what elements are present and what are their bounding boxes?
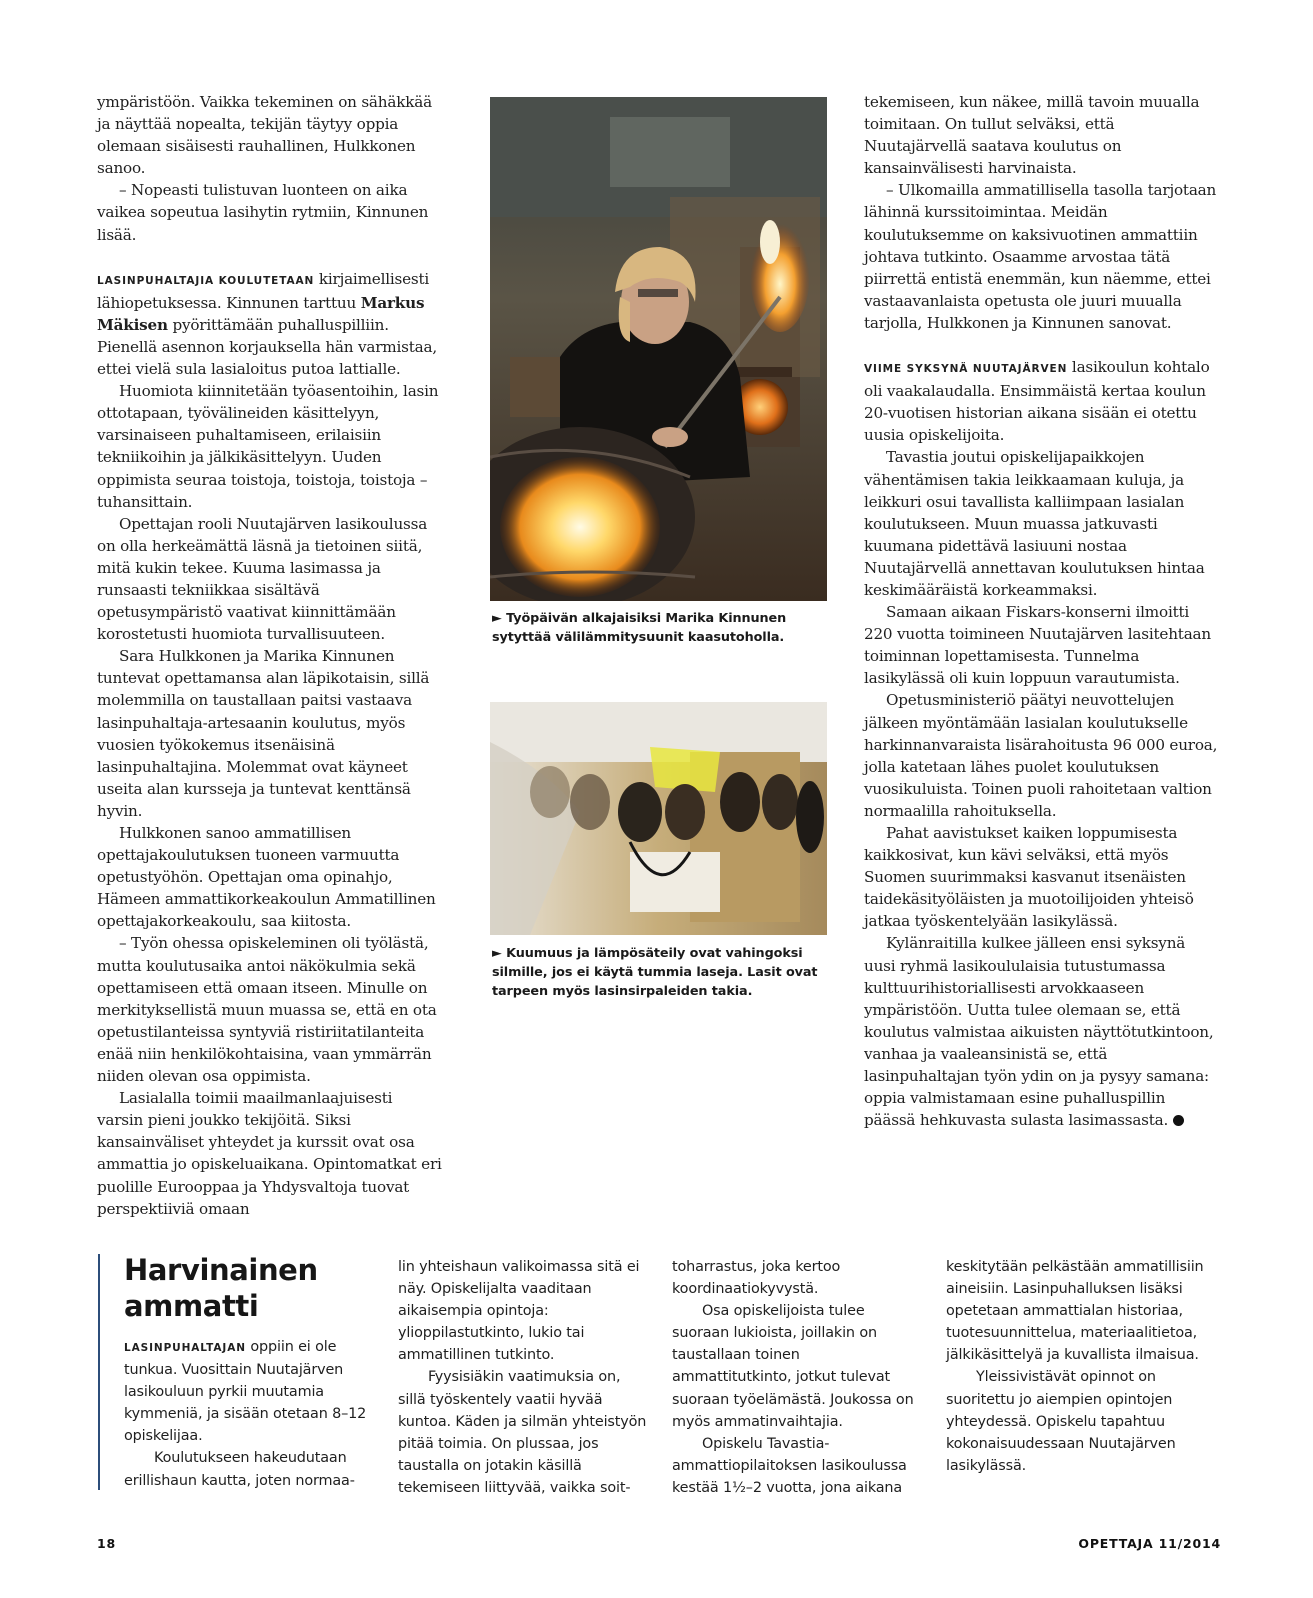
paragraph-text: lasikoulun kohtalo oli vaakalaudalla. Ensimmäistä kertaa koulun 20-vuotisen historian aikana sisään ei otettu uusia opiskelijoita. — [864, 358, 1210, 445]
paragraph-text: pyörittämään puhalluspilliin. Pienellä asennon korjauksella hän varmistaa, ettei vielä sula lasialoitus putoa lattialle. — [97, 315, 437, 379]
section-paragraph — [97, 268, 443, 380]
paragraph — [124, 1336, 374, 1447]
paragraph: Osa opiskelijoista tulee suoraan lukioista, joillakin on taustallaan toinen ammattitutkinto, jotkut tulevat suoraan työelämästä. Joukossa on myös ammatinvaihtajia. — [672, 1303, 914, 1430]
article-column-1 — [97, 91, 443, 1220]
paragraph-final — [864, 932, 1218, 1131]
paragraph: Huomiota kiinnitetään työasentoihin, lasin ottotapaan, työvälineiden käsittelyyn, varsinaiseen puhaltamiseen, erilaisiin tekniikoihin ja jälkikäsittelyyn. Uuden oppimista seuraa toistoja, toistoja, toistoja – tuhansittain. — [97, 382, 439, 511]
paragraph: ympäristöön. Vaikka tekeminen on sähäkkää ja näyttää nopealta, tekijän täytyy oppia olemaan sisäisesti rauhallinen, Hulkkonen sanoo. — [97, 93, 432, 178]
fact-box-column-1 — [124, 1336, 374, 1492]
fact-box-column-2 — [398, 1256, 648, 1499]
paragraph: Samaan aikaan Fiskars-konserni ilmoitti 220 vuotta toimineen Nuutajärven lasitehtaan toiminnan lopettamisesta. Tunnelma lasikylässä oli kuin loppuun varautumista. — [864, 603, 1211, 688]
person-name: Markus Mäkisen — [97, 293, 425, 334]
paragraph: Lasialalla toimii maailmanlaajuisesti varsin pieni joukko tekijöitä. Siksi kansainväliset yhteydet ja kurssit ovat osa ammattia jo opiskeluaikana. Opintomatkat eri puolille Eurooppaa ja Yhdysvaltoja tuovat perspektiiviä omaan — [97, 1089, 442, 1218]
photo-teacher-lighting-furnace — [490, 97, 827, 601]
photo-caption-2: ► Kuumuus ja lämpösäteily ovat vahingoksi silmille, jos ei käytä tummia laseja. Lasit ovat tarpeen myös lasinsirpaleiden takia. — [492, 946, 818, 999]
paragraph: Opetusministeriö päätyi neuvottelujen jälkeen myöntämään lasialan koulutukselle harkinnanvaraista lisärahoitusta 96 000 euroa, jolla katetaan lähes puolet koulutuksen vuosikuluista. Toinen puoli rahoitetaan valtion normaalilla rahoituksella. — [864, 691, 1218, 820]
paragraph-text: kirjaimellisesti lähiopetuksessa. Kinnunen tarttuu — [97, 269, 430, 312]
photo-teacher-image — [490, 97, 827, 601]
paragraph: lin yhteishaun valikoimassa sitä ei näy. Opiskelijalta vaaditaan aikaisempia opintoja: ylioppilastutkinto, lukio tai ammatillinen tutkinto. — [398, 1259, 640, 1364]
paragraph: Opiskelu Tavastia-ammattiopilaitoksen lasikoulussa kestää 1½–2 vuotta, jona aikana — [672, 1435, 907, 1496]
photo-safety-glasses — [490, 702, 827, 935]
paragraph: Sara Hulkkonen ja Marika Kinnunen tuntevat opettamansa alan läpikotaisin, sillä molemmilla on taustallaan paitsi vastaava lasinpuhaltaja-artesaanin koulutus, myös vuosien työkokemus itsenäisinä lasinpuhaltajina. Molemmat ovat käyneet useita alan kursseja ja tuntevat kenttänsä hyvin. — [97, 647, 430, 820]
paragraph: Fyysisiäkin vaatimuksia on, sillä työskentely vaatii hyvää kuntoa. Käden ja silmän yhteistyön pitää toimia. On plussaa, jos taustalla on jotakin käsillä tekemiseen liittyvää, vaikka soit- — [398, 1369, 647, 1496]
fact-box-column-4 — [946, 1256, 1206, 1477]
fact-box-rule — [98, 1254, 100, 1490]
paragraph: toharrastus, joka kertoo koordinaatiokyvystä. — [672, 1259, 841, 1298]
magazine-issue: OPETTAJA 11/2014 — [1078, 1536, 1221, 1551]
paragraph: Tavastia joutui opiskelijapaikkojen vähentämisen takia leikkaamaan kuluja, ja leikkuri osui tavallista kalliimpaan lasialan koulutukseen. Muun muassa jatkuvasti kuumana pidettävä lasiuuni nostaa Nuutajärvellä annettavan koulutuksen hintaa keskimääräistä korkeammaksi. — [864, 448, 1205, 599]
section-lead: VIIME SYKSYNÄ NUUTAJÄRVEN — [864, 363, 1068, 376]
article-column-3 — [864, 91, 1218, 1131]
photo-glasses-image — [490, 702, 827, 935]
paragraph: Opettajan rooli Nuutajärven lasikoulussa on olla herkeämättä läsnä ja tietoinen siitä, mitä kukin tekee. Kuuma lasimassa ja runsaasti tekniikkaa sisältävä opetusympäristö vaativat kiinnittämään korostetusti huomiota turvallisuuteen. — [97, 514, 428, 644]
section-lead: LASINPUHALTAJAN — [124, 1342, 246, 1354]
paragraph-text: oppiin ei ole tunkua. Vuosittain Nuutajärven lasikouluun pyrkii muutamia kymmeniä, ja sisään otetaan 8–12 opiskelijaa. — [124, 1339, 367, 1445]
paragraph: – Työn ohessa opiskeleminen oli työlästä, mutta koulutusaika antoi näkökulmia sekä opettamiseen että omaan itseen. Minulle on merkityksellistä muun muassa se, että en ota opetustilanteissa syntyviä ristiriitatilanteita enää niin henkilökohtaisina, vaan ymmärrän niiden olevan osa oppimista. — [97, 934, 437, 1086]
fact-box-title: Harvinainen ammatti — [124, 1253, 318, 1323]
end-mark-icon — [1173, 1115, 1184, 1126]
paragraph: Koulutukseen hakeudutaan erillishaun kautta, joten normaa- — [124, 1450, 355, 1489]
paragraph: keskitytään pelkästään ammatillisiin aineisiin. Lasinpuhalluksen lisäksi opetetaan ammattialan historiaa, tuotesuunnittelua, materiaalitietoa, jälkikäsittelyä ja kuvallista ilmaisua. — [946, 1259, 1204, 1364]
paragraph: Pahat aavistukset kaiken loppumisesta kaikkosivat, kun kävi selväksi, että myös Suomen suurimmaksi kasvanut itsenäisten taidekäsityöläisten ja muotoilijoiden yhteisö jatkaa työskentelyään lasikylässä. — [864, 824, 1194, 931]
paragraph-text: Kylänraitilla kulkee jälleen ensi syksynä uusi ryhmä lasikoululaisia tutustumassa kulttuurihistoriallisesti arvokkaaseen ympäristöön. Uutta tulee olemaan se, että koulutus valmistaa aikuisten näyttötutkintoon, vanhaa ja vaaleansinistä se, että lasinpuhaltajan työn ydin on ja pysyy samana: oppia valmistamaan esine puhalluspillin päässä hehkuvasta sulasta lasimassasta. — [864, 934, 1214, 1130]
paragraph: Hulkkonen sanoo ammatillisen opettajakoulutuksen tuoneen varmuutta opetustyöhön. Opettajan oma opinahjo, Hämeen ammattikorkeakoulun Ammatillinen opettajakorkeakoulu, saa kiitosta. — [97, 824, 436, 931]
page-number: 18 — [97, 1536, 116, 1551]
fact-box-column-3 — [672, 1256, 922, 1499]
section-lead: LASINPUHALTAJIA KOULUTETAAN — [97, 274, 315, 287]
paragraph: tekemiseen, kun näkee, millä tavoin muualla toimitaan. On tullut selväksi, että Nuutajärvellä saatava koulutus on kansainvälisesti harvinaista. — [864, 93, 1200, 178]
paragraph: – Nopeasti tulistuvan luonteen on aika vaikea sopeutua lasihytin rytmiin, Kinnunen lisää. — [97, 181, 429, 244]
paragraph: Yleissivistävät opinnot on suoritettu jo aiempien opintojen yhteydessä. Opiskelu tapahtuu kokonaisuudessaan Nuutajärven lasikylässä. — [946, 1369, 1176, 1474]
section-paragraph — [864, 356, 1218, 446]
photo-caption-1: ► Työpäivän alkajaisiksi Marika Kinnunen sytyttää välilämmitysuunit kaasutoholla. — [492, 611, 787, 645]
paragraph: – Ulkomailla ammatillisella tasolla tarjotaan lähinnä kurssitoimintaa. Meidän koulutuksemme on kaksivuotinen ammattiin johtava tutkinto. Osaamme arvostaa tätä piirrettä entistä enemmän, kun näemme, ettei vastaavanlaista opetusta ole juuri muualla tarjolla, Hulkkonen ja Kinnunen sanovat. — [864, 181, 1217, 332]
